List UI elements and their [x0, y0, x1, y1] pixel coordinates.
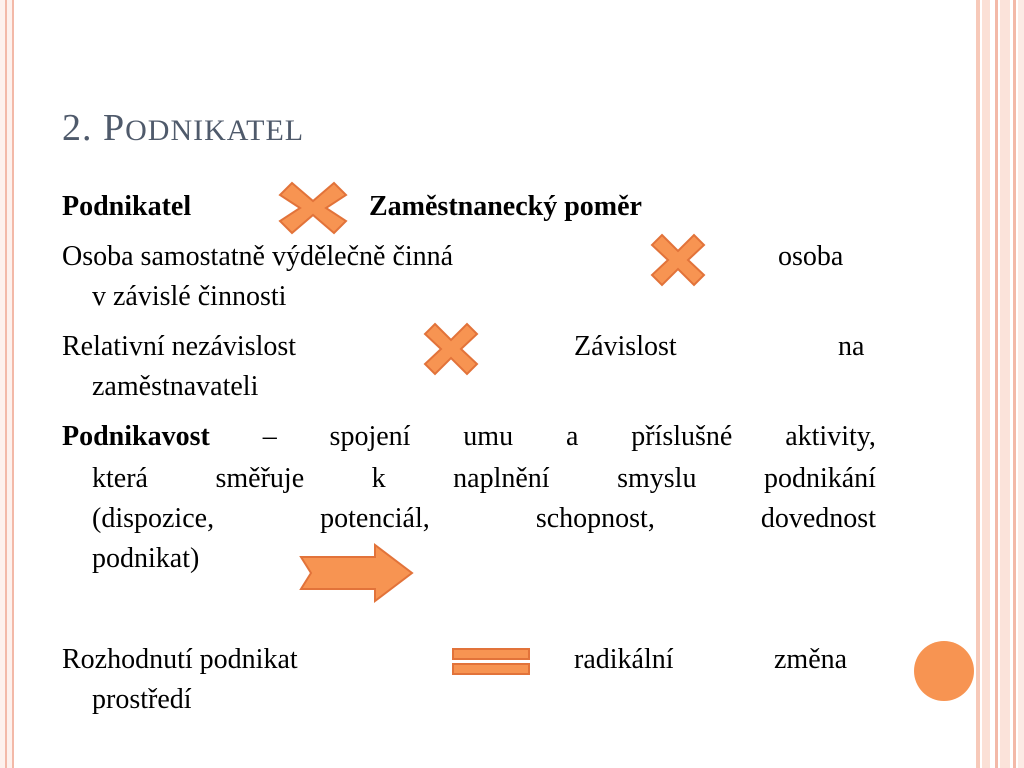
decorative-circle [914, 641, 974, 701]
row2-line2: v závislé činnosti [92, 281, 287, 312]
title-first-letter: P [103, 107, 126, 149]
stripe [1000, 0, 1010, 768]
row3-line1-right: na [838, 331, 865, 362]
row4-word: příslušné [631, 421, 733, 452]
left-frame-border [0, 0, 14, 768]
row5-line1-right: změna [774, 644, 848, 675]
row4-word: (dispozice, [92, 503, 215, 534]
row1-right: Zaměstnanecký poměr [369, 191, 642, 222]
stripe [1018, 0, 1024, 768]
row4-word: a [565, 421, 579, 452]
row2-line1-right: osoba [778, 241, 844, 272]
row3-line1-mid: Závislost [574, 331, 677, 362]
equals-icon [451, 647, 531, 677]
row4-word: schopnost, [535, 503, 655, 534]
stripe [982, 0, 990, 768]
row4-word: potenciál, [320, 503, 430, 534]
right-arrow-icon [299, 543, 415, 603]
row4-word: která [92, 463, 148, 494]
row5-line1-left: Rozhodnutí podnikat [62, 644, 298, 675]
left-frame-line [5, 0, 7, 768]
row4-word: k [371, 463, 386, 494]
row2-line1-left: Osoba samostatně výdělečně činná [62, 241, 454, 272]
row3-line2: zaměstnavateli [92, 371, 259, 402]
row3-line1-left: Relativní nezávislost [62, 331, 297, 362]
row4-line4: podnikat) [92, 543, 200, 574]
row4-word: směřuje [215, 463, 305, 494]
row5-line1-mid: radikální [574, 644, 674, 675]
row4-line2 [92, 459, 876, 499]
multiply-icon [650, 233, 706, 287]
row4-line3 [92, 499, 876, 539]
stripe [976, 0, 980, 768]
stripe [1013, 0, 1016, 768]
row4-word: smyslu [617, 463, 697, 494]
row1-left: Podnikatel [62, 191, 192, 222]
right-decorative-stripes [974, 0, 1024, 768]
row4-word: podnikání [763, 463, 876, 494]
row4-word: umu [463, 421, 514, 452]
title-number: 2. [62, 107, 93, 149]
row4-line1 [62, 417, 876, 457]
row4-word: naplnění [453, 463, 550, 494]
multiply-icon [423, 322, 479, 376]
row5-line2: prostředí [92, 684, 192, 715]
multiply-icon [278, 181, 348, 235]
stripe [995, 0, 998, 768]
row4-word: spojení [329, 421, 411, 452]
slide-title [62, 106, 304, 150]
title-rest: ODNIKATEL [125, 114, 305, 147]
row4-word: – [262, 421, 277, 452]
row4-word: dovednost [760, 503, 876, 534]
row4-word: aktivity, [785, 421, 876, 452]
row4-term: Podnikavost [62, 421, 210, 452]
